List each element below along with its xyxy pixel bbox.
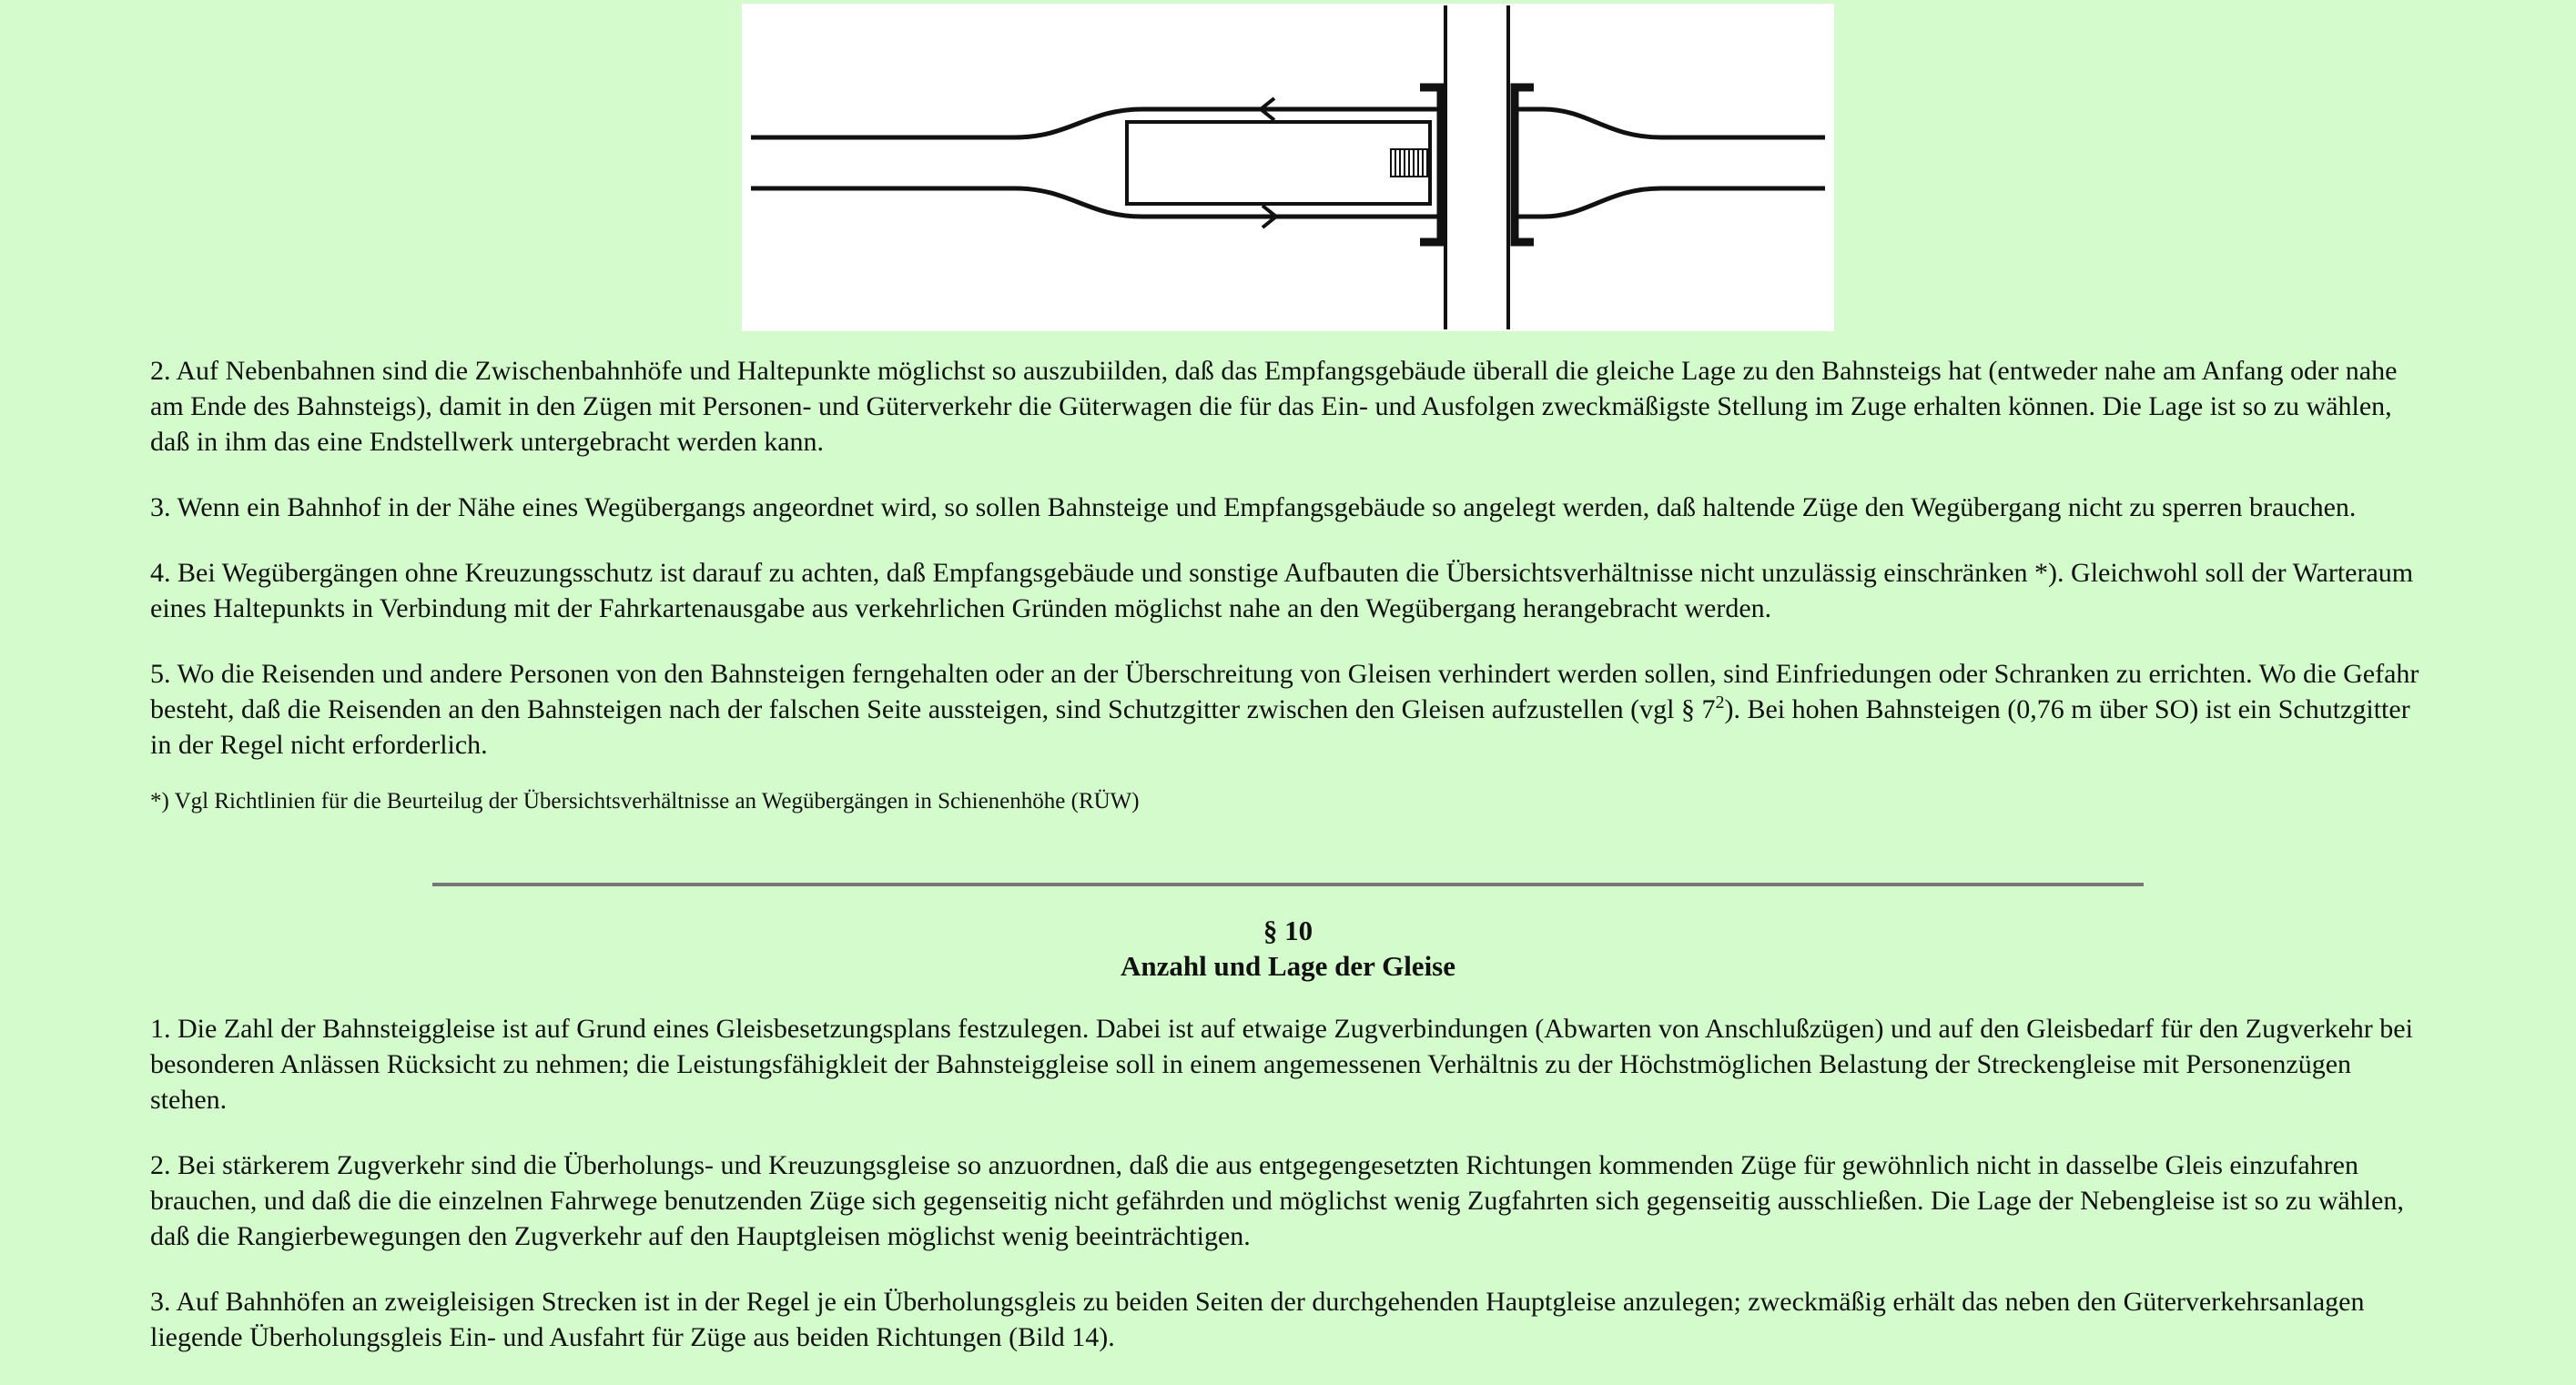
- railway-station-track-diagram-icon: [742, 4, 1834, 331]
- lower-track-right: [1513, 188, 1825, 217]
- paragraph-9-5: [150, 656, 2426, 763]
- upper-track-right: [1513, 109, 1825, 137]
- section-9-content: [150, 353, 2426, 816]
- section-10-heading: [0, 913, 2576, 984]
- section-10-content: [150, 1011, 2426, 1385]
- paragraph-9-3: 3. Wenn ein Bahnhof in der Nähe eines Wegübergangs angeordnet wird, so sollen Bahnsteige und Empfangsgebäude so angelegt werden, daß haltende Züge den Wegübergang nicht zu sperren brauchen.: [150, 492, 2357, 522]
- paragraph-9-5-part2: ). Bei hohen Bahnsteigen (0,76 m über SO) ist ein Schutzgitter in der Regel nicht erforderlich.: [150, 694, 2410, 760]
- paragraph-10-1: 1. Die Zahl der Bahnsteiggleise ist auf Grund eines Gleisbesetzungsplans festzulegen. Dabei ist auf etwaige Zugverbindungen (Abwarten von Anschlußzügen) und auf den Gleisbedarf für den Zugverkehr bei besonderen Anlässen Rücksicht zu nehmen; die Leistungsfähigkleit der Bahnsteiggleise soll in einem angemessenen Verhältnis zu der Höchstmöglichen Belastung der Streckengleise mit Personenzügen stehen.: [150, 1014, 2413, 1115]
- paragraph-10-2: 2. Bei stärkerem Zugverkehr sind die Überholungs- und Kreuzungsgleise so anzuordnen, daß die aus entgegengesetzten Richtungen kommenden Züge für gewöhnlich nicht in dasselbe Gleis einzufahren brauchen, und daß die die einzelnen Fahrwege benutzenden Züge sich gegenseitig nicht gefährden und möglichst wenig Zugfahrten sich gegenseitig ausschließen. Die Lage der Nebengleise ist so zu wählen, daß die Rangierbewegungen den Zugverkehr auf den Hauptgleisen möglichst wenig beeinträchtigen.: [150, 1150, 2404, 1251]
- section-divider: [432, 883, 2144, 886]
- station-building-icon: [1391, 149, 1427, 177]
- platform: [1127, 122, 1430, 204]
- track-diagram-figure: [742, 4, 1834, 331]
- paragraph-9-4: 4. Bei Wegübergängen ohne Kreuzungsschutz ist darauf zu achten, daß Empfangsgebäude und sonstige Aufbauten die Übersichtsverhältnisse nicht unzulässig einschränken *). Gleichwohl soll der Warteraum eines Haltepunkts in Verbindung mit der Fahrkartenausgabe aus verkehrlichen Gründen möglichst nahe an den Wegübergang herangebracht werden.: [150, 558, 2414, 623]
- paragraph-9-5-part1: 5. Wo die Reisenden und andere Personen von den Bahnsteigen ferngehalten oder an der Überschreitung von Gleisen verhindert werden sollen, sind Einfriedungen oder Schranken zu errichten. Wo die Gefahr besteht, daß die Reisenden an den Bahnsteigen nach der falschen Seite aussteigen, sind Schutzgitter zwischen den Gleisen aufzustellen (vgl § 7: [150, 659, 2419, 724]
- section-title: Anzahl und Lage der Gleise: [1120, 950, 1456, 982]
- reference-superscript: 2: [1715, 692, 1725, 713]
- paragraph-10-3: 3. Auf Bahnhöfen an zweigleisigen Strecken ist in der Regel je ein Überholungsgleis zu beiden Seiten der durchgehenden Hauptgleise anzulegen; zweckmäßig erhält das neben den Güterverkehrsanlagen liegende Überholungsgleis Ein- und Ausfahrt für Züge aus beiden Richtungen (Bild 14).: [150, 1287, 2365, 1352]
- footnote: *) Vgl Richtlinien für die Beurteilug der Übersichtsverhältnisse an Wegübergängen in Schienenhöhe (RÜW): [150, 789, 1140, 814]
- section-number: § 10: [1263, 915, 1313, 946]
- paragraph-9-2: 2. Auf Nebenbahnen sind die Zwischenbahnhöfe und Haltepunkte möglichst so auszubiilden, daß das Empfangsgebäude überall die gleiche Lage zu den Bahnsteigs hat (entweder nahe am Anfang oder nahe am Ende des Bahnsteigs), damit in den Zügen mit Personen- und Güterverkehr die Güterwagen die für das Ein- und Ausfolgen zweckmäßigste Stellung im Zuge erhalten können. Die Lage ist so zu wählen, daß in ihm das eine Endstellwerk untergebracht werden kann.: [150, 356, 2398, 457]
